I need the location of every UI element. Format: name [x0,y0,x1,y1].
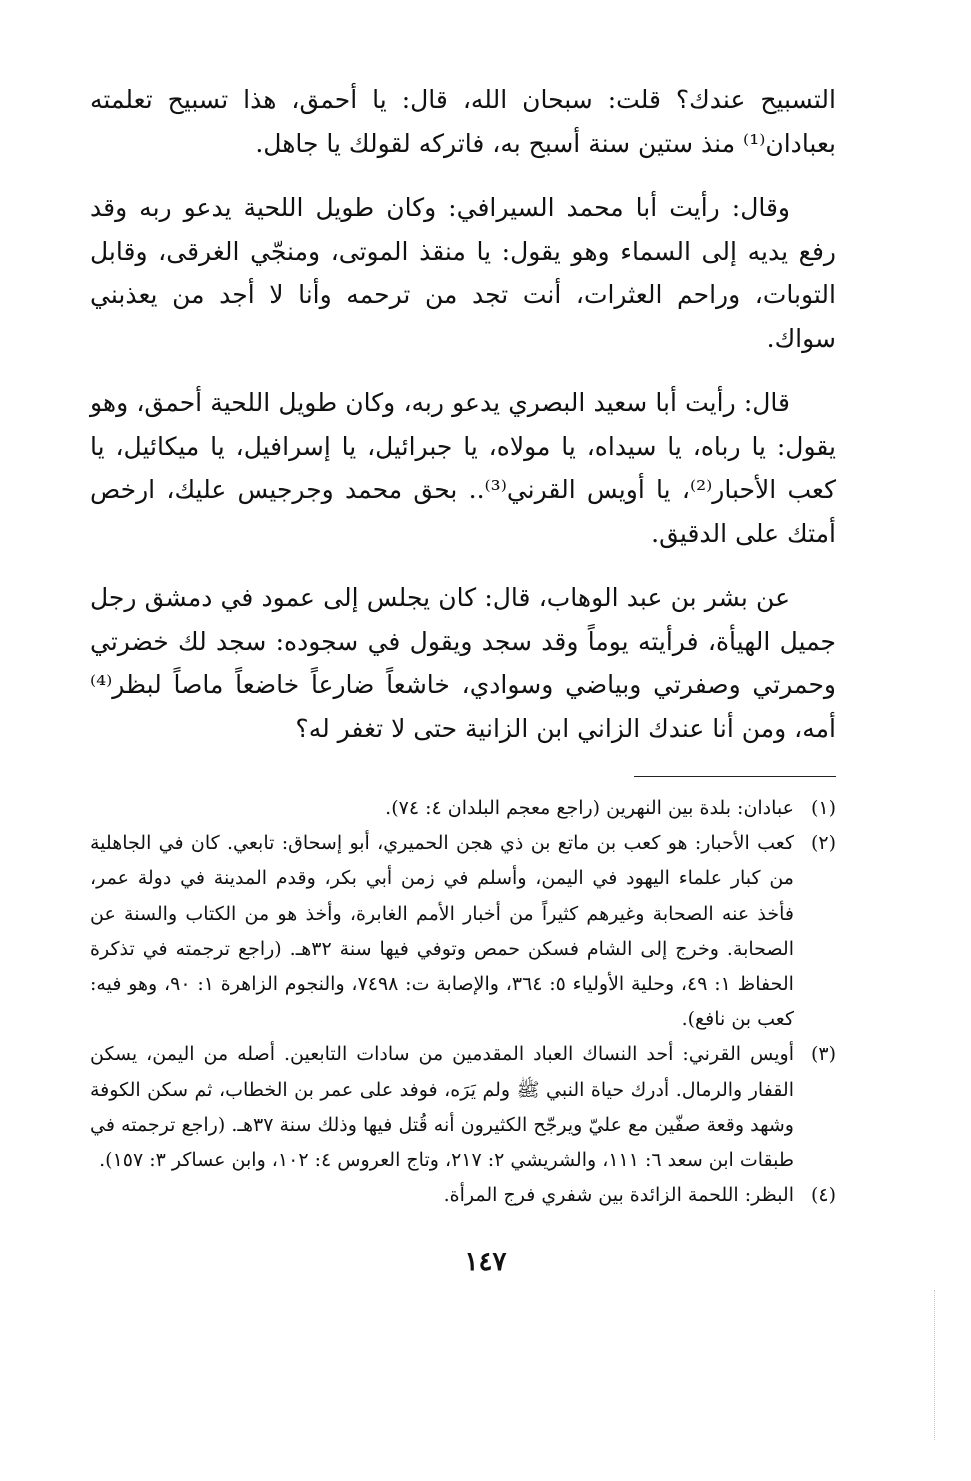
footnote-separator [634,776,836,777]
footnote-text: عبادان: بلدة بين النهرين (راجع معجم البلدان ٤: ٧٤). [385,797,794,819]
footnote-text: البظر: اللحمة الزائدة بين شفري فرج المرأة. [443,1184,794,1207]
footnote-number: (٢) [810,832,836,855]
page-number: ١٤٧ [464,1247,507,1277]
footnote-3 [90,1037,836,1178]
scan-edge-mark [933,1290,935,1440]
paragraph-2: وقال: رأيت أبا محمد السيرافي: وكان طويل اللحية يدعو ربه وقد رفع يديه إلى السماء وهو يقول: يا منقذ الموتى، ومنجّي الغرقى، وقابل التوبات، وراحم العثرات، أنت تجد من ترحمه وأنا لا أجد من يعذبني سواك. [90,193,836,353]
main-text [90,78,836,750]
footnote-text: أويس القرني: أحد النساك العباد المقدمين من سادات التابعين. أصله من اليمن، يسكن القفار والرمال. أدرك حياة النبي ﷺ ولم يَرَه، فوفد على عمر بن الخطاب، ثم سكن الكوفة وشهد وقعة صفّين مع عليّ ويرجّح الكثيرون أنه قُتل فيها وذلك سنة ٣٧هـ. (راجع ترجمته في طبقات ابن سعد ٦: ١١١، والشريشي ٢: ٢١٧، وتاج العروس ٤: ١٠٢، وابن عساكر ٣: ١٥٧). [90,1043,794,1172]
footnote-text: كعب الأحبار: هو كعب بن ماتع بن ذي هجن الحميري، أبو إسحاق: تابعي. كان في الجاهلية من كبار علماء اليهود في اليمن، وأسلم في زمن أبي بكر، وقدم المدينة في دولة عمر، فأخذ عنه الصحابة وغيرهم كثيراً من أخبار الأمم الغابرة، وأخذ هو من الكتاب والسنة عن الصحابة. وخرج إلى الشام فسكن حمص وتوفي فيها سنة ٣٢هـ. (راجع ترجمته في تذكرة الحفاظ ١: ٤٩، وحلية الأولياء ٥: ٣٦٤، والإصابة ت: ٧٤٩٨، والنجوم الزاهرة ١: ٩٠، وهو فيه: كعب بن نافع). [90,832,794,1031]
footnote-1 [90,791,836,826]
footnote-number: (٤) [810,1184,836,1207]
footnote-number: (٣) [810,1043,836,1066]
footnote-4 [90,1178,836,1213]
footnote-number: (١) [810,797,836,819]
paragraph-1: التسبيح عندك؟ قلت: سبحان الله، قال: يا أحمق، هذا تسبيح تعلمته بعبادان⁽¹⁾ منذ ستين سنة أسبح به، فاتركه لقولك يا جاهل. [90,85,836,158]
book-page [90,78,836,1213]
footnote-2 [90,826,836,1037]
footnotes [90,791,836,1213]
paragraph-3: قال: رأيت أبا سعيد البصري يدعو ربه، وكان طويل اللحية أحمق، وهو يقول: يا رباه، يا سيداه، يا مولاه، يا جبرائيل، يا إسرافيل، يا ميكائيل، يا كعب الأحبار⁽²⁾، يا أويس القرني⁽³⁾.. بحق محمد وجرجيس عليك، ارخص أمتك على الدقيق. [90,388,836,548]
paragraph-4: عن بشر بن عبد الوهاب، قال: كان يجلس إلى عمود في دمشق رجل جميل الهيأة، فرأيته يوماً وقد سجد ويقول في سجوده: سجد لك خضرتي وحمرتي وصفرتي وبياضي وسوادي، خاشعاً ضارعاً خاضعاً ماصاً لبظر⁽⁴⁾ أمه، ومن أنا عندك الزاني ابن الزانية حتى لا تغفر له؟ [90,583,836,743]
